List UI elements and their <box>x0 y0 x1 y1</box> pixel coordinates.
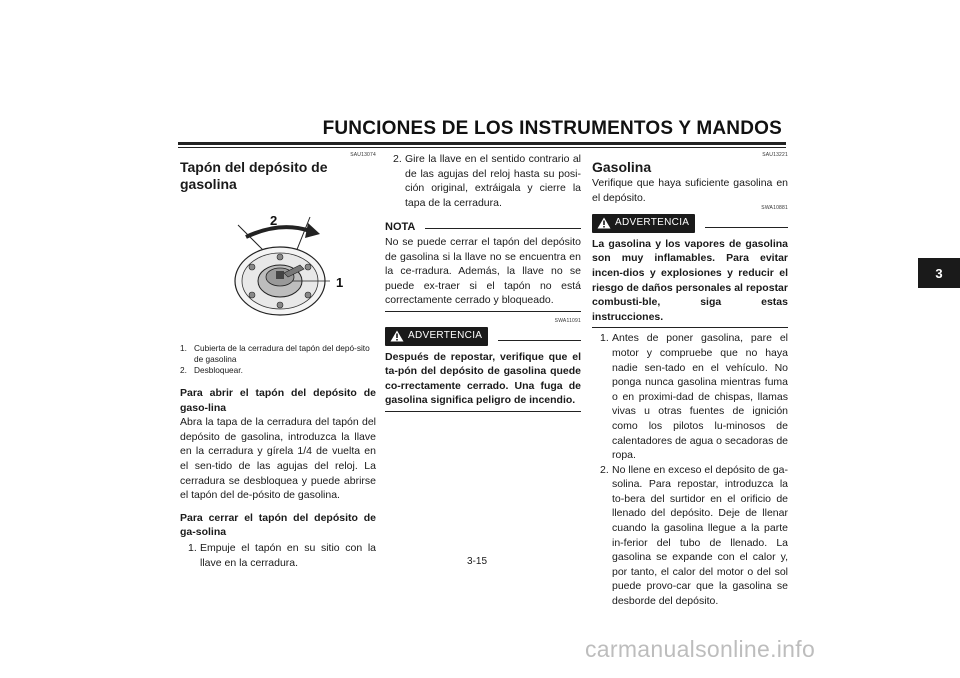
warning-text: Después de repostar, verifique que el ta-pón del depósito de gasolina quede co-rrectamente cerrado. Una fuga de gasolina significa peligro de incendio. <box>385 350 581 412</box>
caption-item: 2. Desbloquear. <box>180 365 243 375</box>
warning-code: SWA10881 <box>761 205 788 212</box>
open-heading: Para abrir el tapón del depósito de gaso-lina <box>180 387 376 414</box>
figure-label-1: 1 <box>336 275 344 290</box>
warning-badge: ADVERTENCIA <box>385 327 488 346</box>
list-item: 1. Empuje el tapón en su sitio con la llave en la cerradura. <box>188 541 376 569</box>
warning-badge: ADVERTENCIA <box>592 214 695 233</box>
figure-label-2: 2 <box>270 213 278 228</box>
column-left <box>180 152 376 570</box>
warning-code: SWA11091 <box>554 317 581 324</box>
column-middle <box>385 152 581 412</box>
section-title-fuel-cap: Tapón del depósito de gasolina <box>180 159 328 192</box>
warning-header <box>385 327 581 346</box>
list-item: 2. No llene en exceso el depósito de ga-solina. Para repostar, introduzca la to-bera del surtidor en el orificio de llenado del depósito. Deje de llenar cuando la gasolina llegue a la parte in-ferior del tubo de llenado. La gasolina se expande con el calor y, por tanto, el calor del motor o del sol puede provo-car que la gasolina se desborde del depósito. <box>600 463 788 608</box>
page-header-title: FUNCIONES DE LOS INSTRUMENTOS Y MANDOS <box>322 118 782 139</box>
warning-header <box>592 214 788 233</box>
note-text: No se puede cerrar el tapón del depósito de gasolina si la llave no se encuentra en la ce-rradura. Además, la llave no se puede ex-traer si el tapón no está correctamente cerrado y bloqueado. <box>385 235 581 312</box>
watermark: carmanualsonline.info <box>585 636 816 662</box>
figure-caption <box>180 343 376 376</box>
header-rule <box>178 142 786 148</box>
page-number: 3-15 <box>467 556 488 567</box>
warning-icon <box>597 217 611 229</box>
warning-text: La gasolina y los vapores de gasolina son muy inflamables. Para evitar incen-dios y explosiones y reducir el riesgo de daños personales al repostar combusti-ble, siga estas instrucciones. <box>592 237 788 323</box>
note-header <box>385 220 581 235</box>
list-item: 2. Gire la llave en el sentido contrario al de las agujas del reloj hasta su posi-ción original, extráigala y cierre la tapa de la cerradura. <box>393 153 581 209</box>
section-code: SAU13074 <box>350 152 376 158</box>
fuel-intro: Verifique que haya suficiente gasolina en el depósito. <box>592 177 788 204</box>
close-heading: Para cerrar el tapón del depósito de ga-solina <box>180 511 376 539</box>
section-code: SAU13221 <box>762 152 788 158</box>
fuel-cap-illustration <box>180 197 376 337</box>
caption-item: 1. Cubierta de la cerradura del tapón del depó-sito de gasolina <box>180 343 370 364</box>
warning-icon <box>390 330 404 342</box>
chapter-tab: 3 <box>918 258 960 288</box>
open-text: Abra la tapa de la cerradura del tapón del depósito de gasolina, introduzca la llave en la cerradura y gírela 1/4 de vuelta en el sen-tido de las agujas del reloj. La cerradura se desbloquea y puede abrirse el tapón del de-pósito de gasolina. <box>180 416 376 502</box>
list-item: 1. Antes de poner gasolina, pare el motor y compruebe que no haya nadie sen-tado en el vehículo. No ponga nunca gasolina mientras fuma o en proximi-dad de chispas, llamas vivas u otras fuentes de ignición como los pilotos lu-minosos de calentadores de agua o secadoras de ropa. <box>600 332 788 462</box>
section-title-fuel: Gasolina <box>592 159 652 175</box>
fuel-cap-figure <box>180 197 376 337</box>
note-label: NOTA <box>385 221 416 234</box>
column-right <box>592 152 788 609</box>
